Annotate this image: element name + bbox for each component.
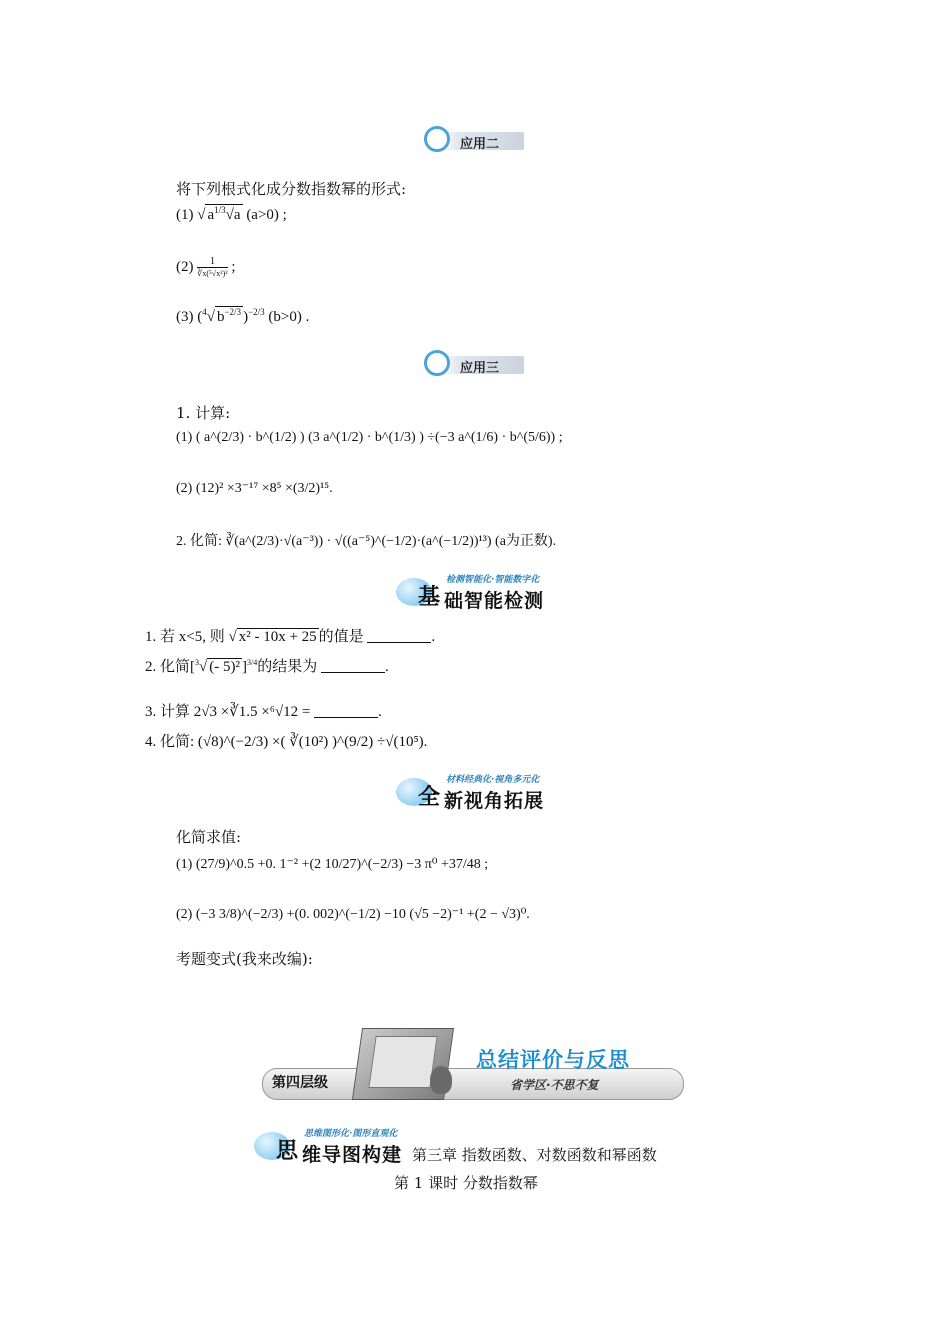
q1-end: . [431, 629, 436, 645]
q3-end: . [378, 704, 382, 720]
banner-title: 新视角拓展 [444, 790, 545, 812]
book-page-icon [368, 1036, 437, 1088]
q3-answer-blank[interactable] [314, 703, 378, 718]
level4-graphic [262, 1018, 692, 1113]
basic-q1 [145, 625, 435, 646]
banner-basic-check [396, 574, 586, 610]
basic-q2: 2. 化简[$^3$√ (- 5)² ]$^{3/4}$的结果为 . [145, 658, 389, 675]
expand-q2: (2) (−3 3/8)^(−2/3) +(0. 002)^(−1/2) −10 (√5 −2)⁻¹ +(2 − √3)⁰. [176, 907, 530, 922]
q1-radical: √ x² - 10x + 25 [228, 629, 317, 645]
q2-tail: ; [231, 258, 236, 275]
banner-mind-map [254, 1128, 414, 1164]
q1-tail: (a>0) ; [246, 207, 287, 223]
level-slogan: 省学区·不思不复 [510, 1078, 599, 1092]
app2-q2 [176, 256, 236, 279]
app2-q3 [176, 306, 309, 326]
q1-suffix: 的值是 [318, 629, 364, 645]
app2-intro: 将下列根式化成分数指数幂的形式: [176, 180, 407, 198]
q2-denominator: ∛x(⁵√x²)² [197, 269, 228, 278]
banner-initial: 全 [418, 785, 441, 810]
q1-radicand: x² - 10x + 25 [238, 629, 317, 645]
q3-text: 3. 计算 2√3 ×∛1.5 ×⁶√12 = [145, 704, 311, 720]
q2-fraction [197, 256, 227, 279]
basic-q3 [145, 700, 382, 721]
level-title: 总结评价与反思 [476, 1048, 630, 1072]
section-header-label: 应用三 [460, 361, 500, 376]
q1-radical: √ $a^{1/3}√a$ [197, 205, 241, 223]
app3-item1-title: 1. 计算: [176, 404, 231, 422]
expand-variant: 考题变式(我来改编): [176, 950, 313, 968]
banner-tagline: 思维图形化·图形直观化 [304, 1129, 398, 1139]
banner-title: 维导图构建 [302, 1144, 403, 1166]
app3-item2: 2. 化简: ∛(a^(2/3)·√(a⁻³)) · √((a⁻⁵)^(−1/2)·(a^(−1/2))¹³) (a为正数). [176, 534, 557, 549]
app2-q1 [176, 204, 287, 224]
expand-q1: (1) (27/9)^0.5 +0. 1⁻² +(2 10/27)^(−2/3) −3 π⁰ +37/48 ; [176, 857, 489, 872]
clock-icon [424, 350, 450, 376]
banner-tagline: 检测智能化·智能数字化 [446, 575, 540, 585]
expand-title: 化简求值: [176, 828, 242, 846]
q2-suffix: 的结果为 [257, 659, 318, 675]
app3-item1-q1: (1) ( a^(2/3) · b^(1/2) ) (3 a^(1/2) · b^(1/3) ) ÷(−3 a^(1/6) · b^(5/6)) ; [176, 430, 563, 445]
q3-label: (3) [176, 309, 194, 325]
q3-tail: (b>0) . [268, 309, 310, 325]
q3-expression: ($^4$√ $b^{-2/3}$ )$^{-2/3}$ [197, 307, 265, 325]
q2-end: . [384, 659, 389, 675]
lesson-title: 第 1 课时 分数指数幂 [394, 1174, 538, 1192]
q1-answer-blank[interactable] [367, 628, 431, 643]
banner-initial: 基 [418, 585, 441, 610]
banner-tagline: 材料经典化·视角多元化 [446, 775, 540, 785]
section-header-label: 应用二 [460, 137, 500, 152]
q2-prefix: 2. 化简[ [145, 659, 195, 675]
q2-label: (2) [176, 258, 194, 275]
banner-initial: 思 [276, 1139, 299, 1164]
q1-prefix: 1. 若 x<5, 则 [145, 629, 225, 645]
chapter-title: 第三章 指数函数、对数函数和幂函数 [412, 1146, 657, 1164]
basic-q4: 4. 化简: (√8)^(−2/3) ×( ∛(10²) )^(9/2) ÷√(10⁵). [145, 734, 428, 750]
clock-icon [424, 126, 450, 152]
section-header-app2 [424, 126, 524, 154]
level-label: 第四层级 [272, 1075, 328, 1091]
q1-label: (1) [176, 207, 194, 223]
banner-title: 础智能检测 [444, 590, 545, 612]
app3-item1-q2: (2) (12)² ×3⁻¹⁷ ×8⁵ ×(3/2)¹⁵. [176, 481, 333, 496]
section-header-app3 [424, 350, 524, 378]
q2-answer-blank[interactable] [321, 658, 385, 673]
plant-icon [430, 1066, 452, 1094]
q2-bracket: ] [241, 659, 247, 675]
q2-radical: $^3$√ (- 5)² [195, 658, 240, 675]
q2-radicand: (- 5)² [209, 659, 240, 675]
banner-new-perspective [396, 774, 586, 810]
q2-numerator: 1 [209, 256, 215, 267]
